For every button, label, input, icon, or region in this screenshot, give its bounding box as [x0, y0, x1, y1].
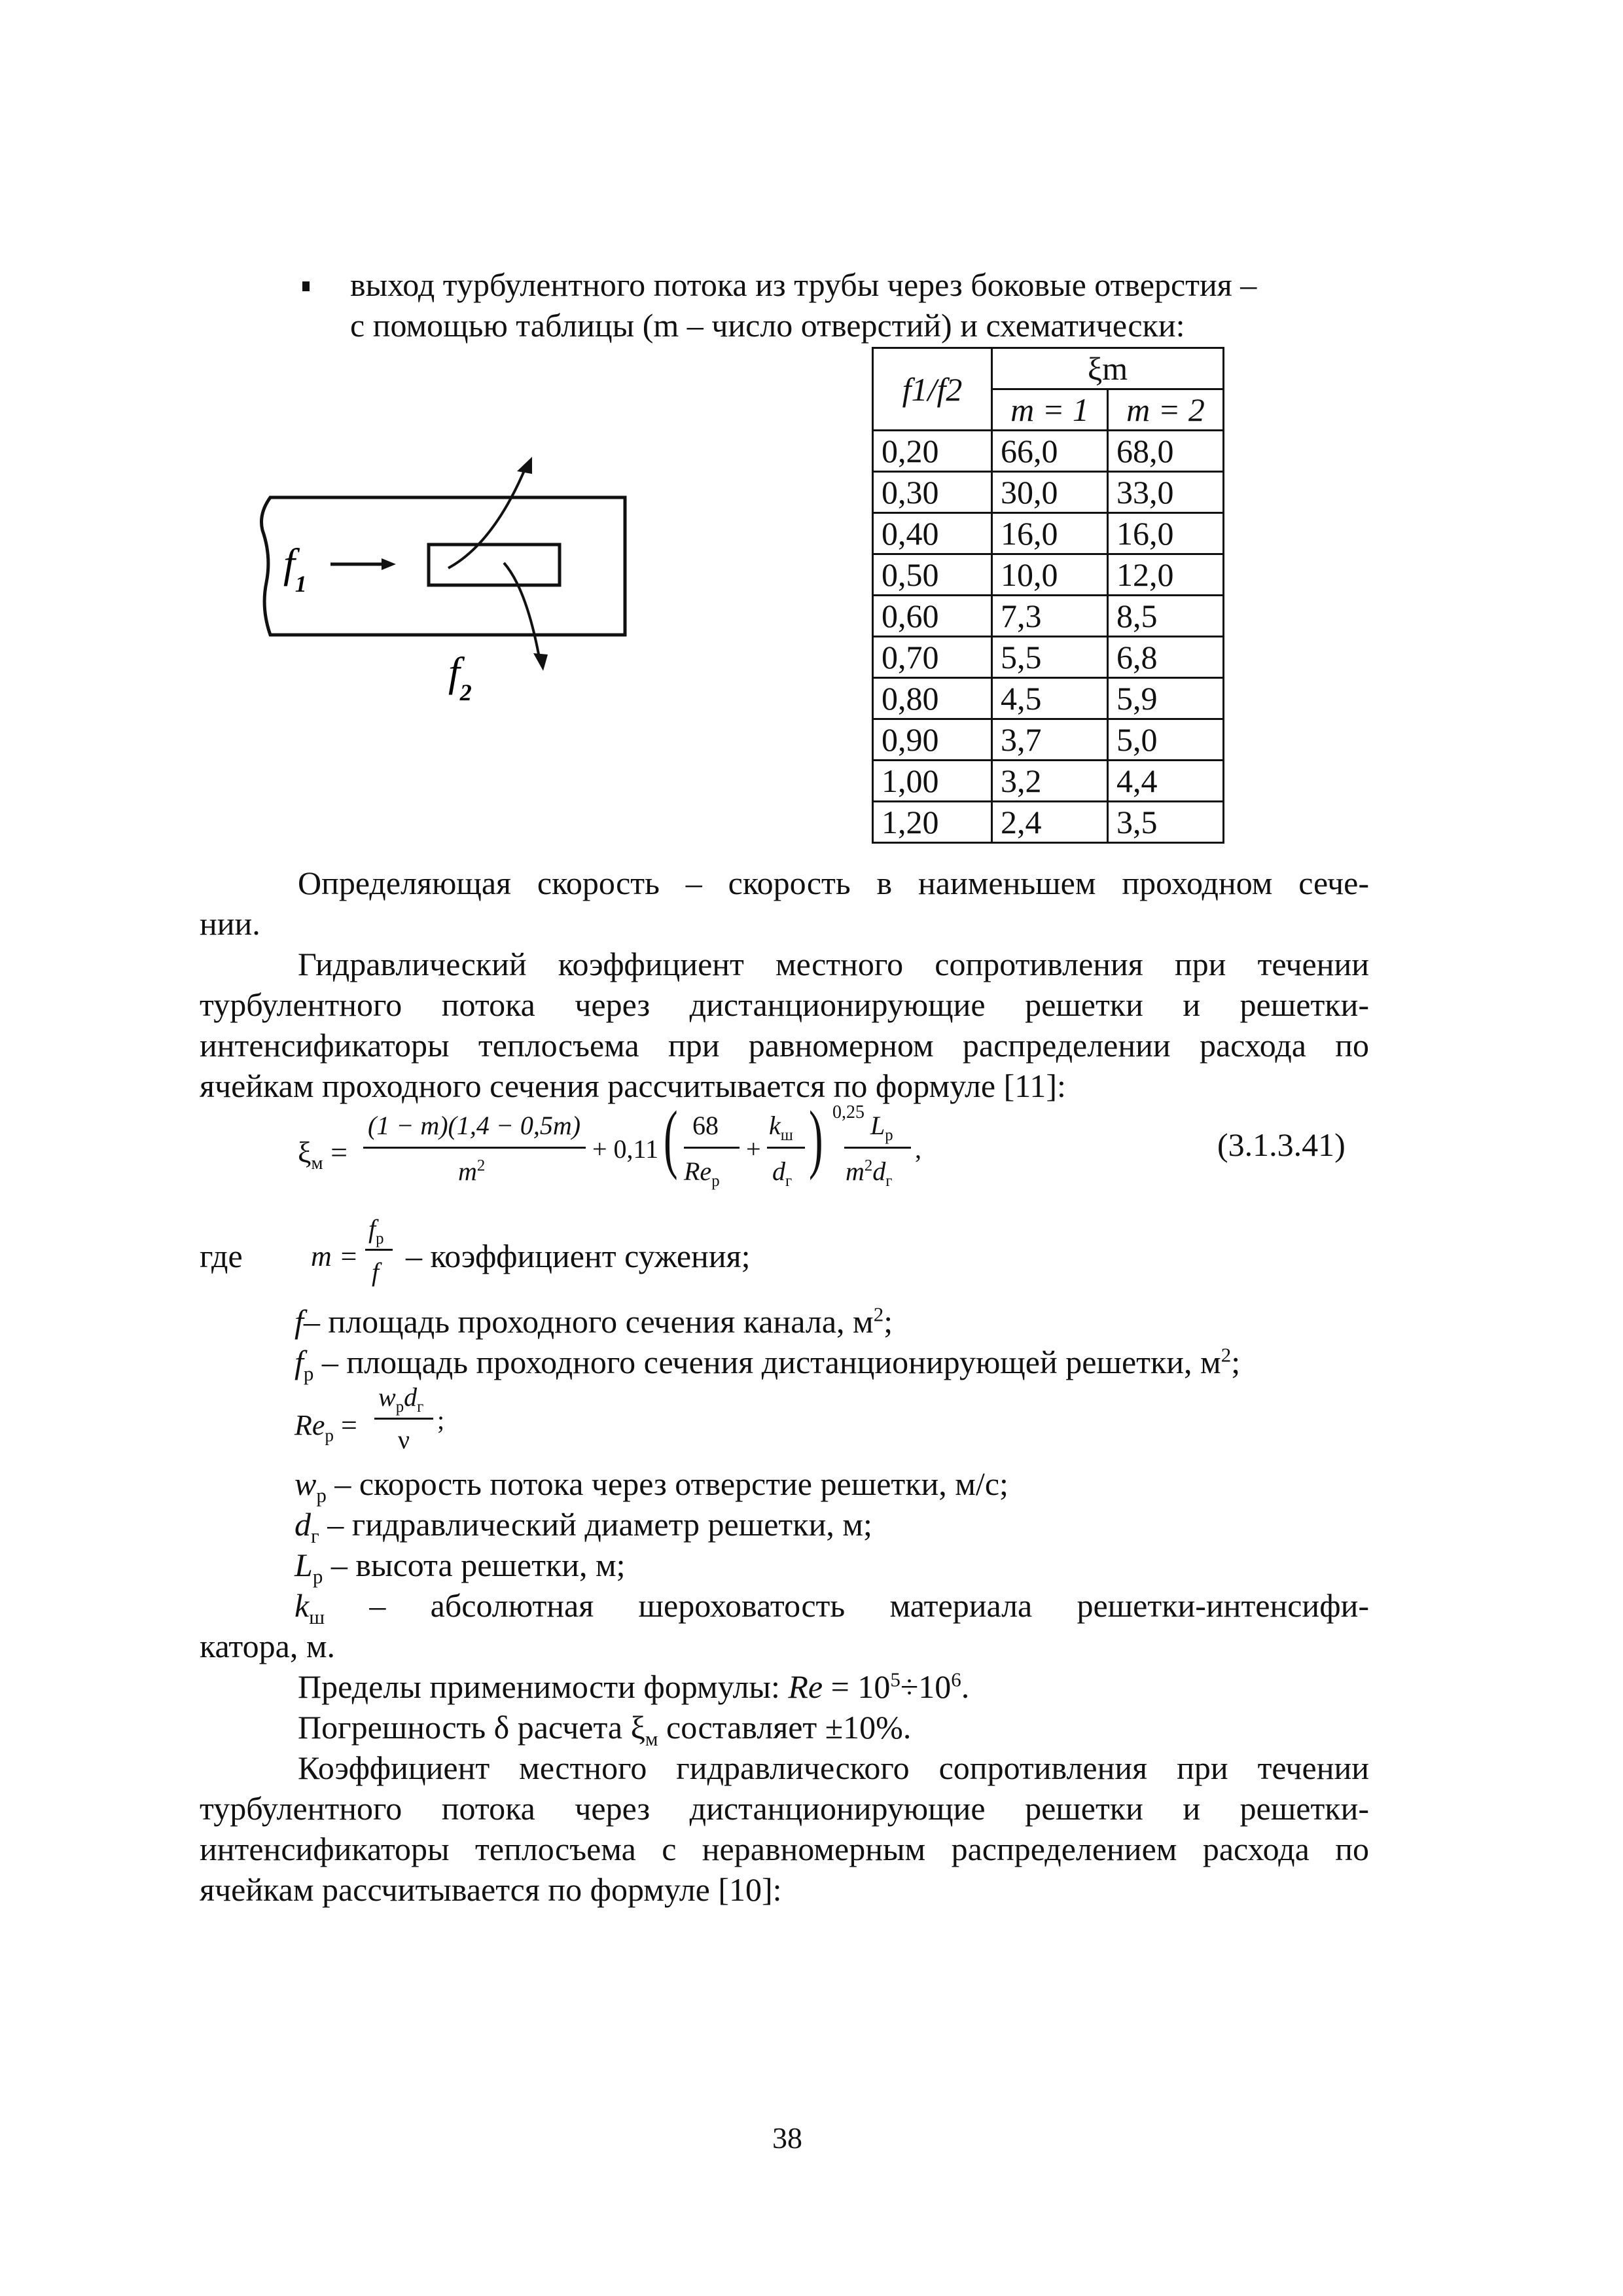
- flow-arrow-down: [504, 563, 540, 661]
- para2-line-4: ячейкам проходного сечения рассчитывается по формуле [11]:: [200, 1067, 1066, 1104]
- table-header-row-1: [873, 348, 1224, 389]
- table-row: 0,30 30,0 33,0: [873, 472, 1224, 513]
- formula-L: $L_р$: [870, 1111, 893, 1144]
- flow-arrow-up: [448, 465, 527, 568]
- table-row: 0,40 16,0 16,0: [873, 513, 1224, 554]
- bullet-marker: [302, 281, 310, 291]
- k-definition: $k_ш$ – абсолютная шероховатость материала решетки-интенсифи-: [294, 1587, 1369, 1628]
- table-row: 0,90 3,7 5,0: [873, 719, 1224, 761]
- header-m1: m = 1: [992, 389, 1108, 431]
- table-row: 1,20 2,4 3,5: [873, 802, 1224, 843]
- formula-number: (3.1.3.41): [1217, 1126, 1346, 1163]
- arrowhead-down: [533, 653, 548, 671]
- para1-line-1: Определяющая скорость – скорость в наименьшем проходном сече-: [298, 865, 1369, 901]
- applicability-limits: Пределы применимости формулы: $Re = 10^5\div 10^6$.: [298, 1668, 970, 1705]
- para3-line-2: турбулентного потока через дистанционирующие решетки и решетки-: [200, 1790, 1369, 1827]
- bullet-line-2: с помощью таблицы (m – число отверстий) и схематически:: [350, 307, 1185, 344]
- table-row: 1,00 3,2 4,4: [873, 761, 1224, 802]
- fraction-bar-1: [363, 1147, 586, 1149]
- fraction-bar-4: [844, 1147, 911, 1149]
- re-num: $w_рd_г$: [378, 1382, 424, 1416]
- where-word: где: [200, 1238, 243, 1274]
- pipe-outline: [262, 497, 626, 635]
- side-opening-rect: [429, 545, 560, 585]
- formula-68: 68: [692, 1111, 719, 1140]
- m-fraction-bar: [365, 1249, 393, 1251]
- formula-den1: $m^2$: [458, 1157, 486, 1186]
- resistance-table: [872, 347, 1224, 844]
- right-paren: ): [809, 1095, 823, 1181]
- wp-definition: $w_р$ – скорость потока через отверстие решетки, м/с;: [294, 1465, 1008, 1507]
- bullet-line-1: выход турбулентного потока из трубы через боковые отверстия –: [350, 266, 1257, 303]
- formula-comma: ,: [915, 1134, 921, 1164]
- formula-k: $k_ш$: [769, 1111, 793, 1144]
- label-f2: $f_2$: [448, 649, 472, 706]
- para1-line-2: нии.: [200, 905, 260, 942]
- m-def-den: f: [372, 1257, 380, 1287]
- m-def-num: $f_р$: [368, 1214, 384, 1247]
- re-end: ;: [437, 1405, 445, 1435]
- lp-definition: $L_р$ – высота решетки, м;: [294, 1547, 626, 1588]
- re-lhs: $Re_р$ =: [294, 1409, 357, 1445]
- table-row: 0,80 4,5 5,9: [873, 678, 1224, 719]
- formula-lhs: $\xi_м$ =: [298, 1136, 348, 1174]
- para3-line-1: Коэффициент местного гидравлического сопротивления при течении: [298, 1749, 1369, 1786]
- formula-re: $Re_р$: [684, 1157, 720, 1190]
- page-number: 38: [772, 2121, 802, 2155]
- side-outlet-schematic: [252, 452, 658, 713]
- formula-num1: (1 − m)(1,4 − 0,5m): [368, 1111, 581, 1140]
- para2-line-2: турбулентного потока через дистанционирующие решетки и решетки-: [200, 986, 1369, 1023]
- fp-definition: $f_р$ – площадь проходного сечения дистанционирующей решетки, $м^2$;: [294, 1343, 1241, 1385]
- formula-plus: + 0,11: [592, 1134, 659, 1164]
- header-xi: ξm: [992, 348, 1224, 389]
- para2-line-1: Гидравлический коэффициент местного сопротивления при течении: [298, 946, 1369, 982]
- dg-definition: $d_г$ – гидравлический диаметр решетки, м;: [294, 1506, 872, 1547]
- para3-line-3: интенсификаторы теплосъема с неравномерным распределением расхода по: [200, 1831, 1369, 1867]
- error-statement: Погрешность δ расчета $\xi_м$ составляет ±10%.: [298, 1709, 912, 1750]
- left-paren: (: [664, 1095, 678, 1181]
- m-def-lhs: m =: [311, 1240, 359, 1272]
- label-f1: $f_1$: [283, 540, 307, 597]
- re-den: ν: [398, 1425, 410, 1454]
- table-row: 0,20 66,0 68,0: [873, 431, 1224, 472]
- fraction-bar-3: [767, 1147, 805, 1149]
- formula-plus2: +: [746, 1134, 761, 1164]
- table-row: 0,50 10,0 12,0: [873, 554, 1224, 596]
- formula-exp: 0,25: [832, 1102, 865, 1122]
- para2-line-3: интенсификаторы теплосъема при равномерном распределении расхода по: [200, 1027, 1369, 1064]
- f-definition: f– площадь проходного сечения канала, $м^2$;: [294, 1302, 893, 1340]
- header-m2: m = 2: [1108, 389, 1224, 431]
- m-def-desc: – коэффициент сужения;: [406, 1238, 751, 1274]
- formula-d: $d_г$: [772, 1157, 793, 1190]
- arrowhead-in: [382, 558, 396, 570]
- re-fraction-bar: [374, 1418, 433, 1420]
- para3-line-4: ячейкам рассчитывается по формуле [10]:: [200, 1871, 782, 1908]
- arrowhead-up: [517, 457, 532, 474]
- table-row: 0,60 7,3 8,5: [873, 596, 1224, 637]
- header-ratio: f1/f2: [873, 348, 992, 431]
- table-row: 0,70 5,5 6,8: [873, 637, 1224, 678]
- fraction-bar-2: [684, 1147, 740, 1149]
- formula-den3: $m^2d_г$: [846, 1157, 893, 1190]
- k-definition-cont: катора, м.: [200, 1628, 335, 1664]
